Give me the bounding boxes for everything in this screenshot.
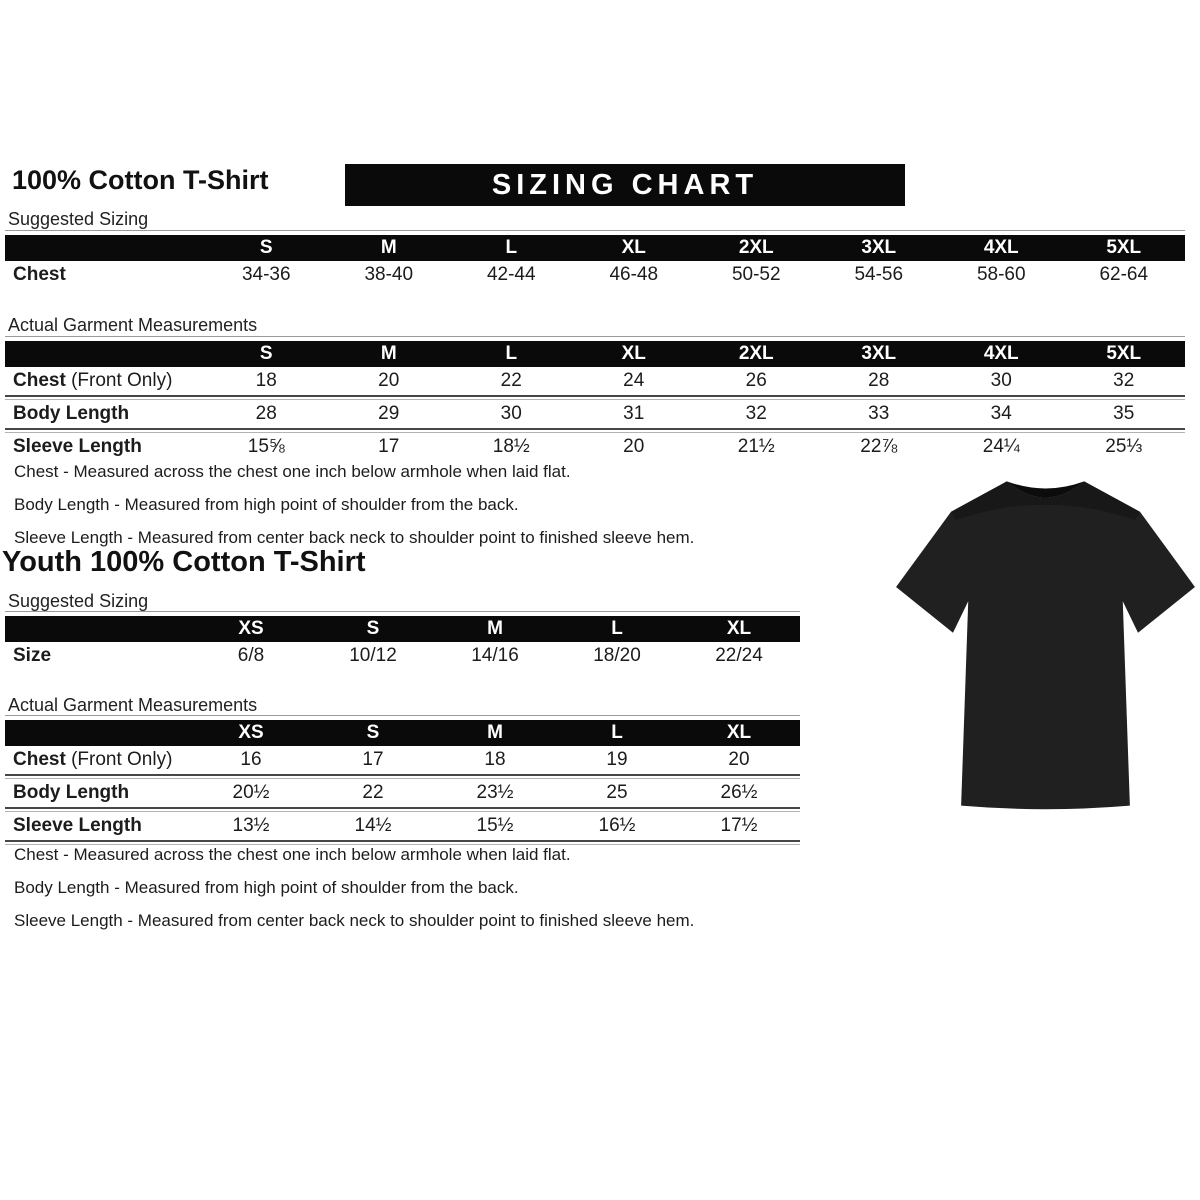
table-cell: 34 [990, 403, 1012, 424]
row-label-size: Size [13, 645, 52, 666]
row-label-sleeve-length: Sleeve Length [13, 815, 142, 836]
size-column-header: XL [678, 720, 800, 746]
table-header-cell [5, 235, 205, 261]
table-cell: 25 [606, 782, 628, 803]
table-cell: 26 [745, 370, 767, 391]
sizing-chart-banner: SIZING CHART [345, 164, 905, 206]
table-cell: 17 [378, 436, 400, 457]
table-cell: 18 [484, 749, 506, 770]
note-chest: Chest - Measured across the chest one inch below armhole when laid flat. [14, 845, 571, 864]
table-cell: 14½ [354, 815, 392, 836]
table-cell: 18/20 [593, 645, 641, 666]
row-label-sleeve-length: Sleeve Length [13, 436, 142, 457]
table-cell: 19 [606, 749, 628, 770]
size-column-header: L [556, 720, 678, 746]
tshirt-image [893, 467, 1198, 822]
table-cell: 32 [745, 403, 767, 424]
size-column-header: L [556, 616, 678, 642]
size-column-header: 4XL [940, 235, 1063, 261]
table-cell: 24 [623, 370, 645, 391]
table-cell: 29 [378, 403, 400, 424]
row-label-chest-front-only [5, 746, 190, 774]
table-cell: 50-52 [731, 264, 781, 285]
table-cell: 20½ [232, 782, 270, 803]
table-cell: 33 [868, 403, 890, 424]
size-column-header: S [312, 720, 434, 746]
row-label-bold: Chest [13, 370, 66, 391]
table-cell: 58-60 [976, 264, 1026, 285]
youth-measurement-notes [14, 845, 694, 944]
youth-section-title: Youth 100% Cotton T-Shirt [2, 546, 366, 578]
table-cell: 42-44 [486, 264, 536, 285]
youth-suggested-sizing-table [5, 611, 800, 670]
youth-actual-measurements-table [5, 715, 800, 845]
note-body-length: Body Length - Measured from high point of shoulder from the back. [14, 495, 519, 514]
table-cell: 34-36 [241, 264, 291, 285]
note-chest: Chest - Measured across the chest one inch below armhole when laid flat. [14, 462, 571, 481]
size-column-header: XL [678, 616, 800, 642]
table-cell: 35 [1113, 403, 1135, 424]
table-header-cell [5, 720, 190, 746]
table-cell: 31 [623, 403, 645, 424]
note-body-length: Body Length - Measured from high point of shoulder from the back. [14, 878, 519, 897]
tshirt-icon [893, 467, 1198, 822]
table-cell: 18 [255, 370, 277, 391]
table-cell: 30 [990, 370, 1012, 391]
table-cell: 15½ [476, 815, 514, 836]
table-cell: 17½ [720, 815, 758, 836]
table-cell: 17 [362, 749, 384, 770]
size-column-header: 5XL [1063, 341, 1186, 367]
row-label-body-length: Body Length [13, 403, 130, 424]
table-cell: 20 [728, 749, 750, 770]
table-cell: 28 [255, 403, 277, 424]
table-cell: 22 [500, 370, 522, 391]
adult-actual-measurements-label: Actual Garment Measurements [8, 315, 258, 335]
adult-suggested-sizing-table [5, 230, 1185, 289]
size-column-header: 4XL [940, 341, 1063, 367]
note-sleeve-length: Sleeve Length - Measured from center back neck to shoulder point to finished sleeve hem. [14, 528, 695, 547]
size-column-header: 5XL [1063, 235, 1186, 261]
table-cell: 20 [623, 436, 645, 457]
table-cell: 24¼ [982, 436, 1020, 457]
table-cell: 21½ [737, 436, 775, 457]
size-column-header: XS [190, 720, 312, 746]
table-cell: 6/8 [237, 645, 265, 666]
size-column-header: 3XL [818, 235, 941, 261]
row-label-bold: Chest [13, 749, 66, 770]
table-cell: 22/24 [715, 645, 763, 666]
size-column-header: 2XL [695, 341, 818, 367]
size-column-header: L [450, 341, 573, 367]
table-cell: 46-48 [609, 264, 659, 285]
table-cell: 18½ [492, 436, 530, 457]
page-title: 100% Cotton T-Shirt [12, 165, 269, 195]
size-column-header: S [312, 616, 434, 642]
row-label-chest: Chest [13, 264, 66, 285]
table-cell: 23½ [476, 782, 514, 803]
table-cell: 62-64 [1099, 264, 1149, 285]
table-cell: 38-40 [364, 264, 414, 285]
table-cell: 54-56 [854, 264, 904, 285]
table-cell: 28 [868, 370, 890, 391]
table-cell: 10/12 [349, 645, 397, 666]
row-label-body-length: Body Length [13, 782, 130, 803]
adult-suggested-sizing-label: Suggested Sizing [8, 209, 149, 229]
table-cell: 26½ [720, 782, 758, 803]
size-column-header: XL [573, 341, 696, 367]
table-cell: 16 [240, 749, 262, 770]
size-column-header: M [328, 235, 451, 261]
size-column-header: M [328, 341, 451, 367]
size-column-header: XL [573, 235, 696, 261]
size-column-header: 3XL [818, 341, 941, 367]
table-cell: 15⅝ [247, 436, 285, 457]
table-cell: 32 [1113, 370, 1135, 391]
size-column-header: M [434, 720, 556, 746]
row-label-suffix: (Front Only) [65, 749, 173, 770]
table-cell: 30 [500, 403, 522, 424]
youth-actual-measurements-label: Actual Garment Measurements [8, 695, 258, 715]
table-cell: 22⅞ [860, 436, 898, 457]
size-column-header: S [205, 235, 328, 261]
table-cell: 22 [362, 782, 384, 803]
row-label-suffix: (Front Only) [65, 370, 173, 391]
table-header-cell [5, 341, 205, 367]
table-cell: 16½ [598, 815, 636, 836]
table-header-cell [5, 616, 190, 642]
adult-actual-measurements-table [5, 336, 1185, 461]
table-cell: 25⅓ [1105, 436, 1143, 457]
table-cell: 20 [378, 370, 400, 391]
size-column-header: S [205, 341, 328, 367]
size-column-header: XS [190, 616, 312, 642]
note-sleeve-length: Sleeve Length - Measured from center back neck to shoulder point to finished sleeve hem. [14, 911, 695, 930]
size-column-header: 2XL [695, 235, 818, 261]
size-column-header: M [434, 616, 556, 642]
table-cell: 14/16 [471, 645, 519, 666]
size-column-header: L [450, 235, 573, 261]
table-cell: 13½ [232, 815, 270, 836]
youth-suggested-sizing-label: Suggested Sizing [8, 591, 149, 611]
row-label-chest-front-only [5, 367, 205, 395]
